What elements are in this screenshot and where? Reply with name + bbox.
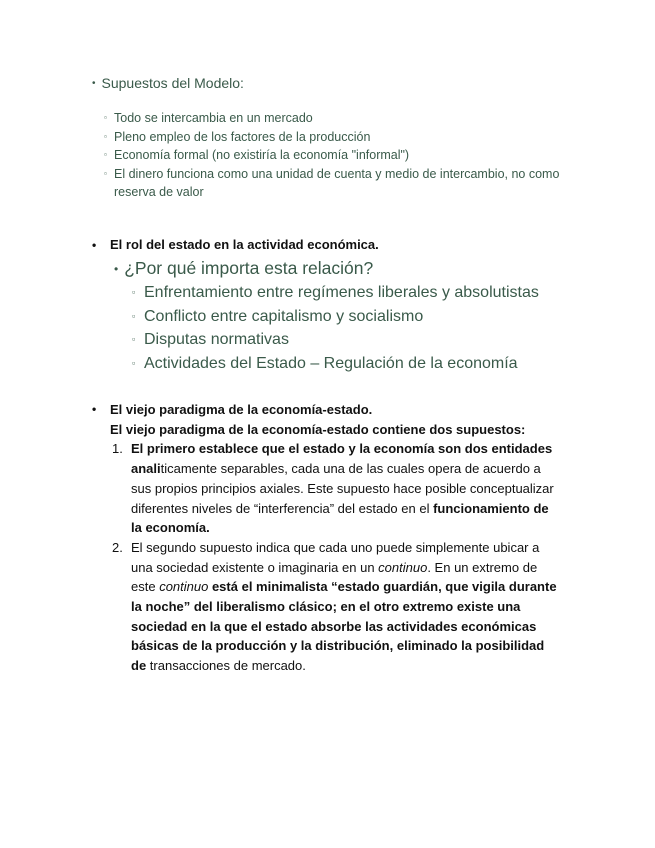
bullet-icon: • [92, 77, 96, 89]
assumptions-heading-text: Supuestos del Modelo: [101, 75, 244, 91]
list-item-body [131, 538, 562, 676]
list-item-text: Todo se intercambia en un mercado [114, 111, 313, 125]
list-item-text: Disputas normativas [144, 331, 289, 348]
list-item-body [131, 439, 562, 538]
list-item [104, 109, 592, 128]
list-item [104, 146, 592, 165]
state-role-section [92, 237, 592, 375]
assumptions-heading [92, 75, 592, 91]
paradigm-heading [92, 400, 562, 420]
list-item-text: Pleno empleo de los factores de la producción [114, 129, 371, 144]
sub-bullet-icon: ▫ [104, 168, 107, 178]
text-span: está el minimalista “estado guardián, que vigila durante la noche” del liberalismo clásico; en el otro extremo existe una sociedad en la que el estado absorbe las actividades económicas básicas de la producción y la distribución, eliminado la posibilidad de [131, 579, 557, 674]
paradigm-heading-text: El viejo paradigma de la economía-estado. [110, 402, 373, 417]
list-item [132, 328, 592, 352]
text-span: continuo [159, 579, 209, 595]
sub-bullet-icon: ▫ [132, 334, 136, 344]
sub-bullet-icon: ▫ [104, 131, 107, 141]
text-span: . En un extremo de este [131, 559, 538, 595]
bullet-icon: • [114, 261, 119, 276]
text-span: continuo [378, 559, 428, 575]
list-item [112, 439, 562, 538]
list-item-text: Economía formal (no existiría la economía "informal") [114, 148, 410, 162]
list-item-text: Enfrentamiento entre regímenes liberales y absolutistas [144, 284, 539, 301]
state-role-list [132, 281, 592, 375]
sub-bullet-icon: ▫ [132, 287, 136, 297]
bullet-icon: • [92, 237, 97, 252]
bullet-icon: • [92, 402, 97, 416]
text-span: funcionamiento de la economía. [131, 500, 549, 536]
sub-bullet-icon: ▫ [104, 150, 107, 159]
assumptions-section [92, 75, 592, 202]
paradigm-list [92, 439, 562, 675]
text-span: ticamente separables, cada una de las cuales opera de acuerdo a sus propios principios axiales. Este supuesto hace posible conceptualizar diferentes niveles de “interferencia” del estado en el [131, 461, 554, 516]
state-role-heading-text: El rol del estado en la actividad económica. [110, 237, 379, 252]
sub-bullet-icon: ▫ [104, 113, 107, 122]
state-role-heading [92, 237, 592, 252]
list-number: 1. [112, 441, 123, 457]
list-item [132, 352, 592, 376]
list-item [104, 128, 592, 147]
sub-bullet-icon: ▫ [132, 357, 136, 368]
list-item [132, 281, 592, 305]
text-span: El primero establece que el estado y la economía son dos entidades anali [131, 441, 553, 477]
paradigm-section [92, 400, 562, 676]
assumptions-list [92, 109, 592, 202]
text-span: transacciones de mercado. [149, 658, 306, 674]
list-item [132, 305, 592, 329]
text-span: El segundo supuesto indica que cada uno puede simplemente ubicar a una sociedad existente o imaginaria en un [131, 539, 540, 575]
question-line [114, 258, 592, 279]
list-item [104, 165, 592, 202]
list-item [112, 538, 562, 676]
list-item-text: El dinero funciona como una unidad de cuenta y medio de intercambio, no como reserva de valor [114, 166, 560, 199]
question-text: ¿Por qué importa esta relación? [124, 258, 374, 278]
list-item-text: Actividades del Estado – Regulación de la economía [144, 354, 518, 372]
list-item-text: Conflicto entre capitalismo y socialismo [144, 307, 424, 325]
list-number: 2. [112, 539, 123, 555]
sub-bullet-icon: ▫ [132, 310, 136, 321]
paradigm-intro: El viejo paradigma de la economía-estado contiene dos supuestos: [110, 421, 526, 437]
